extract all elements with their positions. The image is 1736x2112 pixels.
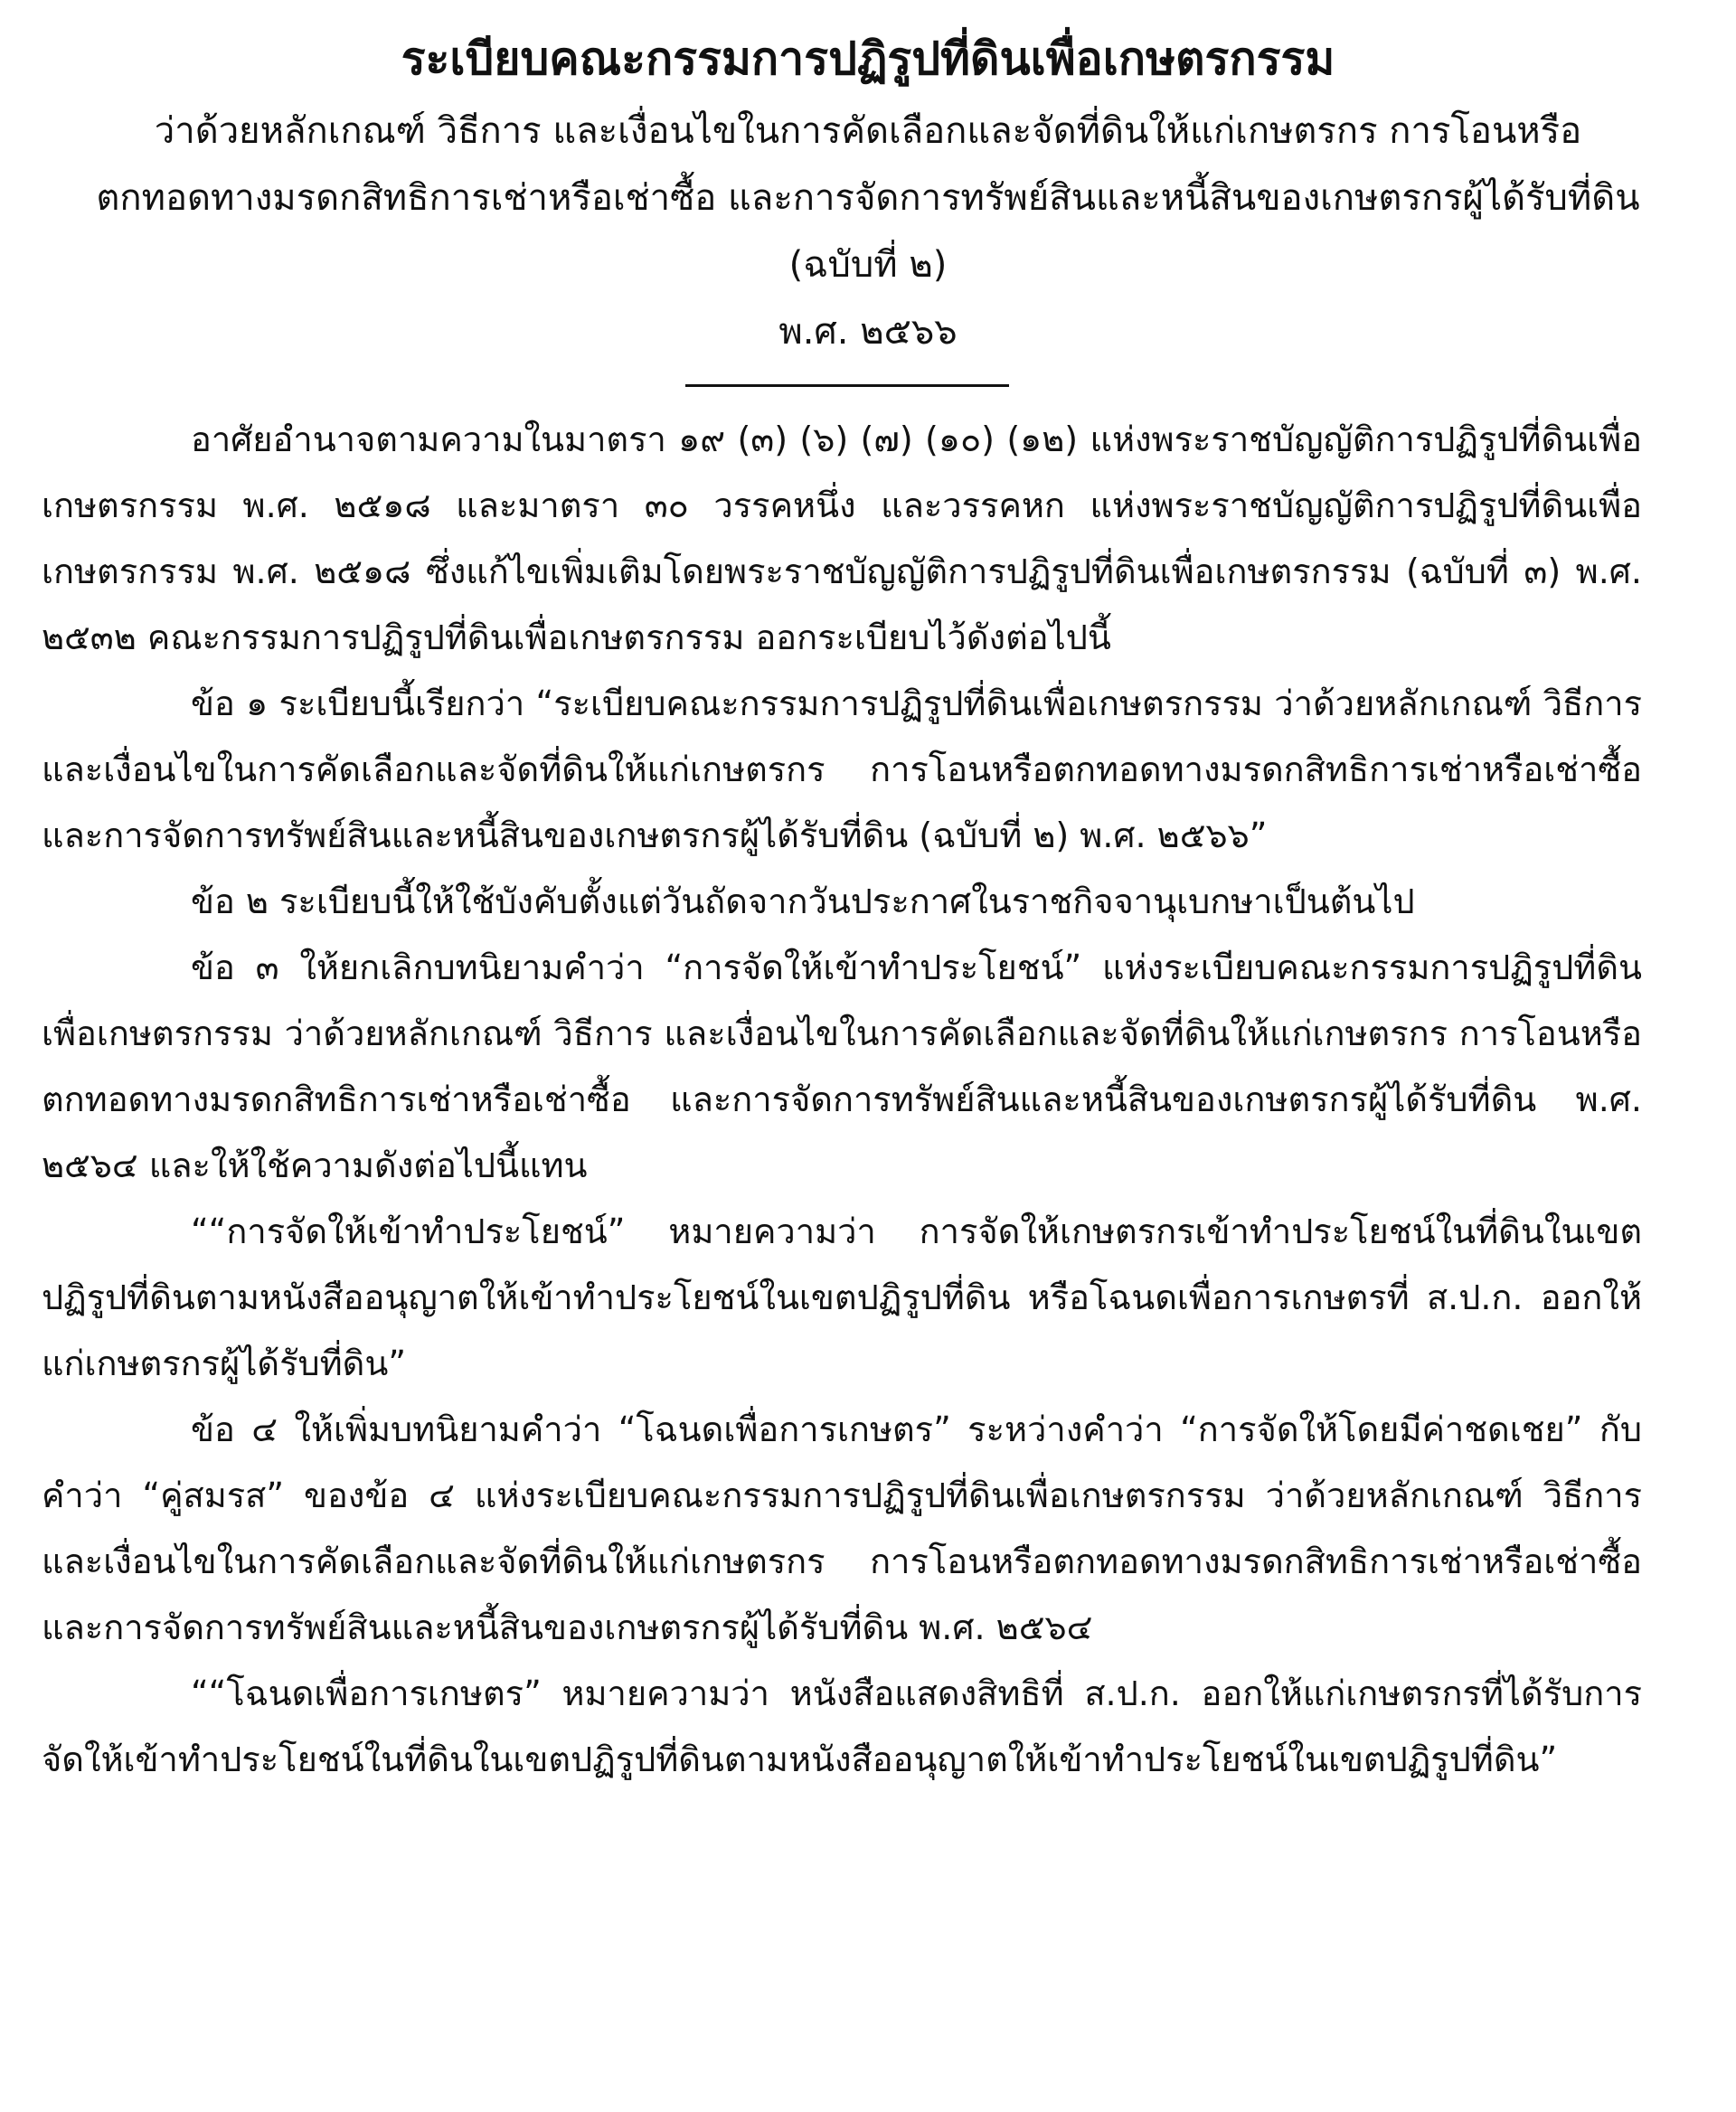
edition-number: (ฉบับที่ ๒) <box>788 244 948 286</box>
preamble-paragraph: อาศัยอำนาจตามความในมาตรา ๑๙ (๓) (๖) (๗) (๑๐) (๑๒) แห่งพระราชบัญญัติการปฏิรูปที่ดินเพื่อเกษตรกรรม พ.ศ. ๒๕๑๘ และมาตรา ๓๐ วรรคหนึ่ง และวรรคหก แห่งพระราชบัญญัติการปฏิรูปที่ดินเพื่อเกษตรกรรม พ.ศ. ๒๕๑๘ ซึ่งแก้ไขเพิ่มเติมโดยพระราชบัญญัติการปฏิรูปที่ดินเพื่อเกษตรกรรม (ฉบับที่ ๓) พ.ศ. ๒๕๓๒ คณะกรรมการปฏิรูปที่ดินเพื่อเกษตรกรรม ออกระเบียบไว้ดังต่อไปนี้ <box>42 420 1642 657</box>
document-year: พ.ศ. ๒๕๖๖ <box>778 311 958 353</box>
document-header <box>0 20 1736 365</box>
header-divider <box>685 384 1009 387</box>
clause-2-paragraph: ข้อ ๒ ระเบียบนี้ให้ใช้บังคับตั้งแต่วันถัดจากวันประกาศในราชกิจจานุเบกษาเป็นต้นไป <box>191 882 1415 921</box>
clause-3-definition-paragraph: ““การจัดให้เข้าทำประโยชน์” หมายความว่า การจัดให้เกษตรกรเข้าทำประโยชน์ในที่ดินในเขตปฏิรูปที่ดินตามหนังสืออนุญาตให้เข้าทำประโยชน์ในเขตปฏิรูปที่ดิน หรือโฉนดเพื่อการเกษตรที่ ส.ป.ก. ออกให้แก่เกษตรกรผู้ได้รับที่ดิน” <box>42 1212 1642 1383</box>
clause-4-paragraph: ข้อ ๔ ให้เพิ่มบทนิยามคำว่า “โฉนดเพื่อการเกษตร” ระหว่างคำว่า “การจัดให้โดยมีค่าชดเชย” กับคำว่า “คู่สมรส” ของข้อ ๔ แห่งระเบียบคณะกรรมการปฏิรูปที่ดินเพื่อเกษตรกรรม ว่าด้วยหลักเกณฑ์ วิธีการ และเงื่อนไขในการคัดเลือกและจัดที่ดินให้แก่เกษตรกร การโอนหรือตกทอดทางมรดกสิทธิการเช่าหรือเช่าซื้อ และการจัดการทรัพย์สินและหนี้สินของเกษตรกรผู้ได้รับที่ดิน พ.ศ. ๒๕๖๔ <box>42 1410 1642 1647</box>
subtitle-line-1: ว่าด้วยหลักเกณฑ์ วิธีการ และเงื่อนไขในการคัดเลือกและจัดที่ดินให้แก่เกษตรกร การโอนหรือ <box>154 110 1582 152</box>
clause-1-paragraph: ข้อ ๑ ระเบียบนี้เรียกว่า “ระเบียบคณะกรรมการปฏิรูปที่ดินเพื่อเกษตรกรรม ว่าด้วยหลักเกณฑ์ วิธีการ และเงื่อนไขในการคัดเลือกและจัดที่ดินให้แก่เกษตรกร การโอนหรือตกทอดทางมรดกสิทธิการเช่าหรือเช่าซื้อ และการจัดการทรัพย์สินและหนี้สินของเกษตรกรผู้ได้รับที่ดิน (ฉบับที่ ๒) พ.ศ. ๒๕๖๖” <box>42 684 1642 855</box>
clause-4-definition-paragraph: ““โฉนดเพื่อการเกษตร” หมายความว่า หนังสือแสดงสิทธิที่ ส.ป.ก. ออกให้แก่เกษตรกรที่ได้รับการจัดให้เข้าทำประโยชน์ในที่ดินในเขตปฏิรูปที่ดินตามหนังสืออนุญาตให้เข้าทำประโยชน์ในเขตปฏิรูปที่ดิน” <box>42 1674 1642 1779</box>
subtitle-line-2: ตกทอดทางมรดกสิทธิการเช่าหรือเช่าซื้อ และการจัดการทรัพย์สินและหนี้สินของเกษตรกรผู้ได้รับที่ดิน <box>96 177 1640 219</box>
clause-3-paragraph: ข้อ ๓ ให้ยกเลิกบทนิยามคำว่า “การจัดให้เข้าทำประโยชน์” แห่งระเบียบคณะกรรมการปฏิรูปที่ดินเพื่อเกษตรกรรม ว่าด้วยหลักเกณฑ์ วิธีการ และเงื่อนไขในการคัดเลือกและจัดที่ดินให้แก่เกษตรกร การโอนหรือตกทอดทางมรดกสิทธิการเช่าหรือเช่าซื้อ และการจัดการทรัพย์สินและหนี้สินของเกษตรกรผู้ได้รับที่ดิน พ.ศ. ๒๕๖๔ และให้ใช้ความดังต่อไปนี้แทน <box>42 948 1642 1185</box>
document-body <box>42 407 1642 1793</box>
document-title: ระเบียบคณะกรรมการปฏิรูปที่ดินเพื่อเกษตรกรรม <box>401 33 1335 85</box>
